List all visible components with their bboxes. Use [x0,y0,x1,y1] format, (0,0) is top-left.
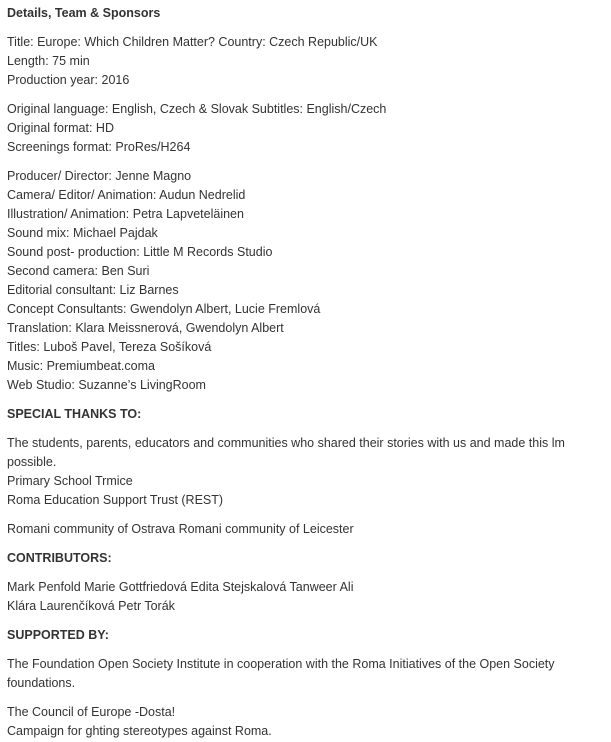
community-line: Romani community of Ostrava Romani community of Leicester [7,522,354,536]
length-line: Length: 75 min [7,54,90,68]
community-block [7,520,611,539]
screenings-format-line: Screenings format: ProRes/H264 [7,140,191,154]
team-line-music: Music: Premiumbeat.coma [7,359,155,373]
council-block [7,703,611,741]
film-title-line: Title: Europe: Which Children Matter? Country: Czech Republic/UK [7,35,378,49]
contributors-line: Mark Penfold Marie Gottfriedová Edita Stejskalová Tanweer Ali [7,580,354,594]
production-year-line: Production year: 2016 [7,73,130,87]
team-line-sound-mix: Sound mix: Michael Pajdak [7,226,158,240]
film-info-block [7,33,611,90]
team-block [7,167,611,395]
format-info-block [7,100,611,157]
special-thanks-block [7,434,611,510]
original-format-line: Original format: HD [7,121,114,135]
contributors-line: Klára Laurenčíková Petr Torák [7,599,175,613]
team-line-camera: Camera/ Editor/ Animation: Audun Nedrelid [7,188,246,202]
team-line-translation: Translation: Klara Meissnerová, Gwendolyn Albert [7,321,284,335]
supported-by-heading: SUPPORTED BY: [7,628,109,642]
team-line-web-studio: Web Studio: Suzanne’s LivingRoom [7,378,206,392]
special-thanks-paragraph: The students, parents, educators and communities who shared their stories with us and made this lm possible. [7,436,565,469]
contributors-heading: CONTRIBUTORS: [7,551,112,565]
supported-by-paragraph: The Foundation Open Society Institute in cooperation with the Roma Initiatives of the Open Society foundations. [7,657,555,690]
campaign-line: Campaign for ghting stereotypes against Roma. [7,724,272,738]
page-title: Details, Team & Sponsors [7,6,161,20]
team-line-illustration: Illustration/ Animation: Petra Lapveteläinen [7,207,244,221]
original-language-line: Original language: English, Czech & Slovak Subtitles: English/Czech [7,102,387,116]
team-line-concept: Concept Consultants: Gwendolyn Albert, Lucie Fremlová [7,302,321,316]
council-line: The Council of Europe -Dosta! [7,705,176,719]
special-thanks-rest: Roma Education Support Trust (REST) [7,493,224,507]
team-line-editorial: Editorial consultant: Liz Barnes [7,283,179,297]
team-line-second-camera: Second camera: Ben Suri [7,264,150,278]
team-line-sound-post: Sound post- production: Little M Records Studio [7,245,273,259]
team-line-producer: Producer/ Director: Jenne Magno [7,169,192,183]
contributors-block [7,578,611,616]
special-thanks-school: Primary School Trmice [7,474,133,488]
team-line-titles: Titles: Luboš Pavel, Tereza Sošíková [7,340,212,354]
special-thanks-heading: SPECIAL THANKS TO: [7,407,142,421]
